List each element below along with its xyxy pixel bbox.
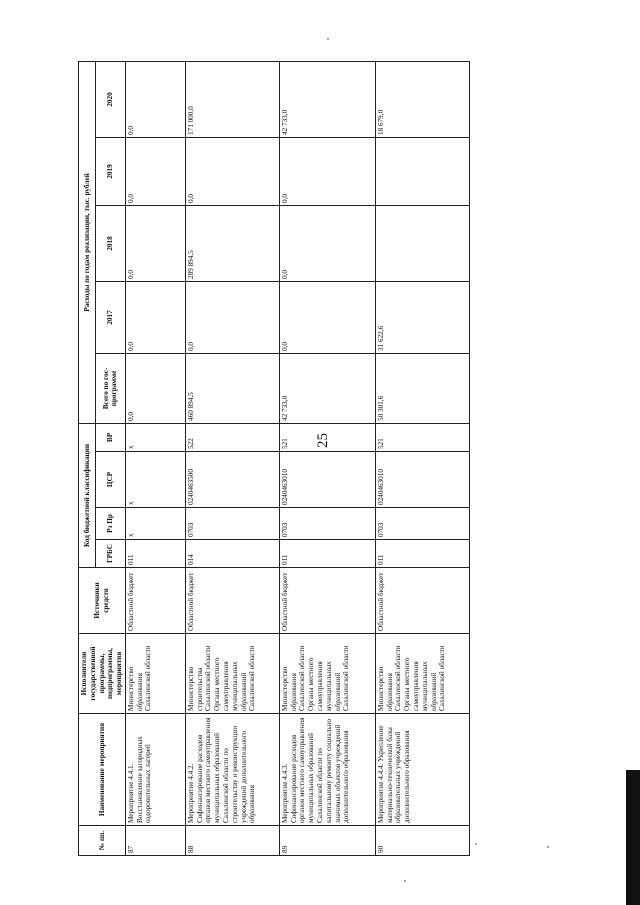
row-2017: 0,0 xyxy=(125,281,185,353)
scan-speck xyxy=(547,846,549,848)
row-2020: 42 733,0 xyxy=(279,61,375,137)
row-2017: 31 622,6 xyxy=(375,281,469,353)
row-name: Мероприятие 4.4.3. Софинансирование расходов органов местного самоуправления муниципальных образований Сахалинской области по капитальному ремонту социально значимых объектов учреждений дополнительного образования xyxy=(279,714,375,826)
row-2017: 0,0 xyxy=(279,281,375,353)
table-row xyxy=(125,61,185,855)
row-vr: х xyxy=(125,423,185,451)
row-executor: Министерство образования Сахалинской области Органы местного самоуправления муниципальных образований Сахалинской области xyxy=(279,634,375,714)
row-source: Областной бюджет xyxy=(375,568,469,634)
header-num: № пп. xyxy=(79,826,126,856)
header-code-group: Код бюджетной классификации xyxy=(79,423,96,567)
row-2020: 0,0 xyxy=(125,61,185,137)
row-name: Мероприятие 4.4.1. Восстановление загородных оздоровительных лагерей xyxy=(125,714,185,826)
row-2018: 0,0 xyxy=(125,205,185,281)
row-2018 xyxy=(375,205,469,281)
header-name: Наименование мероприятия xyxy=(79,714,126,826)
row-num: 89 xyxy=(279,826,375,856)
header-year-2020: 2020 xyxy=(96,61,126,137)
header-year-2019: 2019 xyxy=(96,137,126,205)
scan-speck xyxy=(327,38,329,40)
row-csr: 0240463500 xyxy=(185,452,279,508)
row-2019: 0,0 xyxy=(279,137,375,205)
header-year-2018: 2018 xyxy=(96,205,126,281)
header-row-1 xyxy=(79,61,96,855)
row-csr: 0240463010 xyxy=(375,452,469,508)
row-2018: 0,0 xyxy=(279,205,375,281)
row-total: 460 894,5 xyxy=(185,353,279,423)
row-rzpr: 0703 xyxy=(279,508,375,540)
scan-speck xyxy=(475,843,477,845)
header-rzpr: Рз Пр xyxy=(96,508,126,540)
row-2019: 0,0 xyxy=(125,137,185,205)
row-num: 87 xyxy=(125,826,185,856)
row-rzpr: х xyxy=(125,508,185,540)
row-2020: 18 679,0 xyxy=(375,61,469,137)
row-name: Мероприятие 4.4.2. Софинансирование расходов органов местного самоуправления муниципальных образований Сахалинской области по строительству и реконструкции учреждений дополнительного образования xyxy=(185,714,279,826)
table-row xyxy=(185,61,279,855)
row-num: 90 xyxy=(375,826,469,856)
row-2020: 171 000,0 xyxy=(185,61,279,137)
row-2018: 289 894,5 xyxy=(185,205,279,281)
row-2019: 0,0 xyxy=(185,137,279,205)
row-grbs: 011 xyxy=(125,540,185,568)
header-vr: ВР xyxy=(96,423,126,451)
row-vr: 522 xyxy=(185,423,279,451)
row-executor: Министерство строительства Сахалинской области Органы местного самоуправления муниципальных образований Сахалинской области xyxy=(185,634,279,714)
row-vr: 521 xyxy=(375,423,469,451)
row-grbs: 011 xyxy=(279,540,375,568)
table-row xyxy=(375,61,469,855)
row-num: 88 xyxy=(185,826,279,856)
row-total: 50 301,6 xyxy=(375,353,469,423)
budget-table-container xyxy=(78,62,466,856)
page-number: 25 xyxy=(315,433,331,448)
row-grbs: 014 xyxy=(185,540,279,568)
header-year-2017: 2017 xyxy=(96,281,126,353)
header-expenses-group: Расходы по годам реализации, тыс. рублей xyxy=(79,61,96,423)
header-total: Всего по гос-программе xyxy=(96,353,126,423)
row-executor: Министерство образования Сахалинской области xyxy=(125,634,185,714)
row-2019 xyxy=(375,137,469,205)
row-executor: Министерство образования Сахалинской области Органы местного самоуправления муниципальных образований Сахалинской области xyxy=(375,634,469,714)
row-total: 42 733,0 xyxy=(279,353,375,423)
row-rzpr: 0703 xyxy=(185,508,279,540)
budget-table xyxy=(78,61,470,856)
row-total: 0,0 xyxy=(125,353,185,423)
row-csr: 0240463010 xyxy=(279,452,375,508)
scan-speck xyxy=(404,880,406,882)
header-grbs: ГРБС xyxy=(96,540,126,568)
header-csr: ЦСР xyxy=(96,452,126,508)
scan-edge-bar xyxy=(626,770,640,905)
header-sources: Источники средств xyxy=(79,568,126,634)
row-grbs: 011 xyxy=(375,540,469,568)
row-vr: 521 xyxy=(279,423,375,451)
table-row xyxy=(279,61,375,855)
row-source: Областной бюджет xyxy=(279,568,375,634)
row-2017: 0,0 xyxy=(185,281,279,353)
row-source: Областной бюджет xyxy=(185,568,279,634)
header-executor: Исполнители государственной программы, подпрограммы, мероприятия xyxy=(79,634,126,714)
row-rzpr: 0703 xyxy=(375,508,469,540)
row-name: Мероприятие 4.4.4. Укрепление материально-технической базы образовательных учреждений дополнительного образования xyxy=(375,714,469,826)
row-csr: х xyxy=(125,452,185,508)
row-source: Областной бюджет xyxy=(125,568,185,634)
